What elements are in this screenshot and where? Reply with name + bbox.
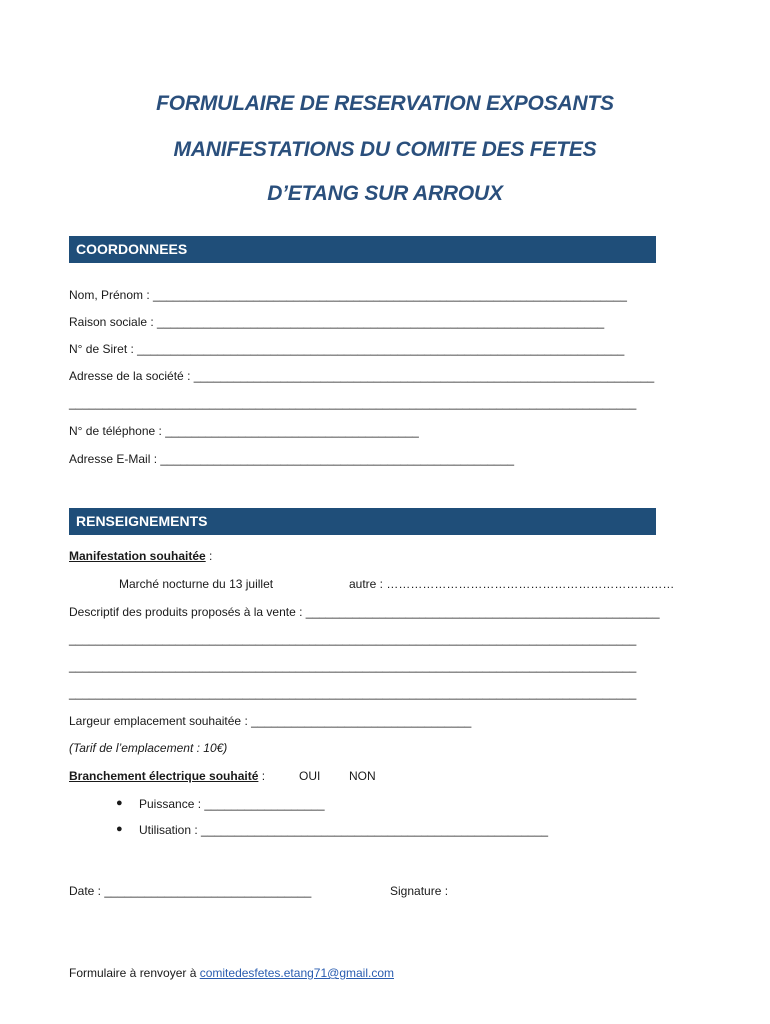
utilisation-field[interactable]: Utilisation : ____________________________________________________ [139, 823, 549, 837]
option-oui[interactable] [299, 769, 320, 783]
manifestation-label: Manifestation souhaitée [69, 549, 206, 563]
descriptif-field[interactable]: Descriptif des produits proposés à la vente : _____________________________________________________ [69, 605, 660, 619]
option-autre[interactable] [349, 577, 674, 591]
bullet-icon: ● [116, 823, 123, 835]
manifestation-label-row [69, 549, 212, 563]
bullet-icon: ● [116, 797, 123, 809]
form-title-line3: D’ETANG SUR ARROUX [267, 182, 503, 205]
contact-email-link[interactable]: comitedesfetes.etang71@gmail.com [199, 966, 394, 980]
signature-label: Signature : [390, 884, 449, 898]
adresse-field[interactable]: Adresse de la société : _____________________________________________________________________ [69, 369, 655, 383]
form-title-line1: FORMULAIRE DE RESERVATION EXPOSANTS [156, 92, 614, 115]
renvoyer-row [69, 966, 394, 980]
branchement-row [69, 769, 265, 783]
option-marche-label: Marché nocturne du 13 juillet [119, 577, 274, 591]
branchement-label: Branchement électrique souhaité [69, 769, 259, 783]
option-marche-nocturne[interactable] [119, 577, 273, 591]
adresse-line2-field[interactable]: _____________________________________________________________________________________ [69, 396, 637, 410]
descriptif-blank-line[interactable]: _____________________________________________________________________________________ [69, 632, 637, 646]
coordonnees-heading: COORDONNEES [69, 236, 656, 263]
nom-field[interactable]: Nom, Prénom : _______________________________________________________________________ [69, 288, 627, 302]
largeur-field[interactable]: Largeur emplacement souhaitée : _________________________________ [69, 714, 472, 728]
renvoyer-label: Formulaire à renvoyer à [69, 966, 200, 980]
descriptif-blank-line[interactable]: _____________________________________________________________________________________ [69, 686, 637, 700]
form-title-line2: MANIFESTATIONS DU COMITE DES FETES [173, 138, 597, 161]
telephone-field[interactable]: N° de téléphone : ______________________________________ [69, 424, 419, 438]
descriptif-blank-line[interactable]: _____________________________________________________________________________________ [69, 659, 637, 673]
branchement-colon: : [258, 769, 266, 783]
non-label: NON [349, 769, 376, 783]
oui-label: OUI [299, 769, 321, 783]
date-field[interactable]: Date : _______________________________ [69, 884, 312, 898]
renseignements-heading: RENSEIGNEMENTS [69, 508, 656, 535]
option-autre-label: autre : ……………………………………………………………… [349, 577, 675, 591]
email-field[interactable]: Adresse E-Mail : _____________________________________________________ [69, 452, 515, 466]
siret-field[interactable]: N° de Siret : _________________________________________________________________________ [69, 342, 625, 356]
manifestation-colon: : [205, 549, 213, 563]
option-non[interactable] [349, 769, 376, 783]
puissance-field[interactable]: Puissance : __________________ [139, 797, 325, 811]
raison-sociale-field[interactable]: Raison sociale : ___________________________________________________________________ [69, 315, 605, 329]
tarif-note: (Tarif de l’emplacement : 10€) [69, 741, 228, 755]
